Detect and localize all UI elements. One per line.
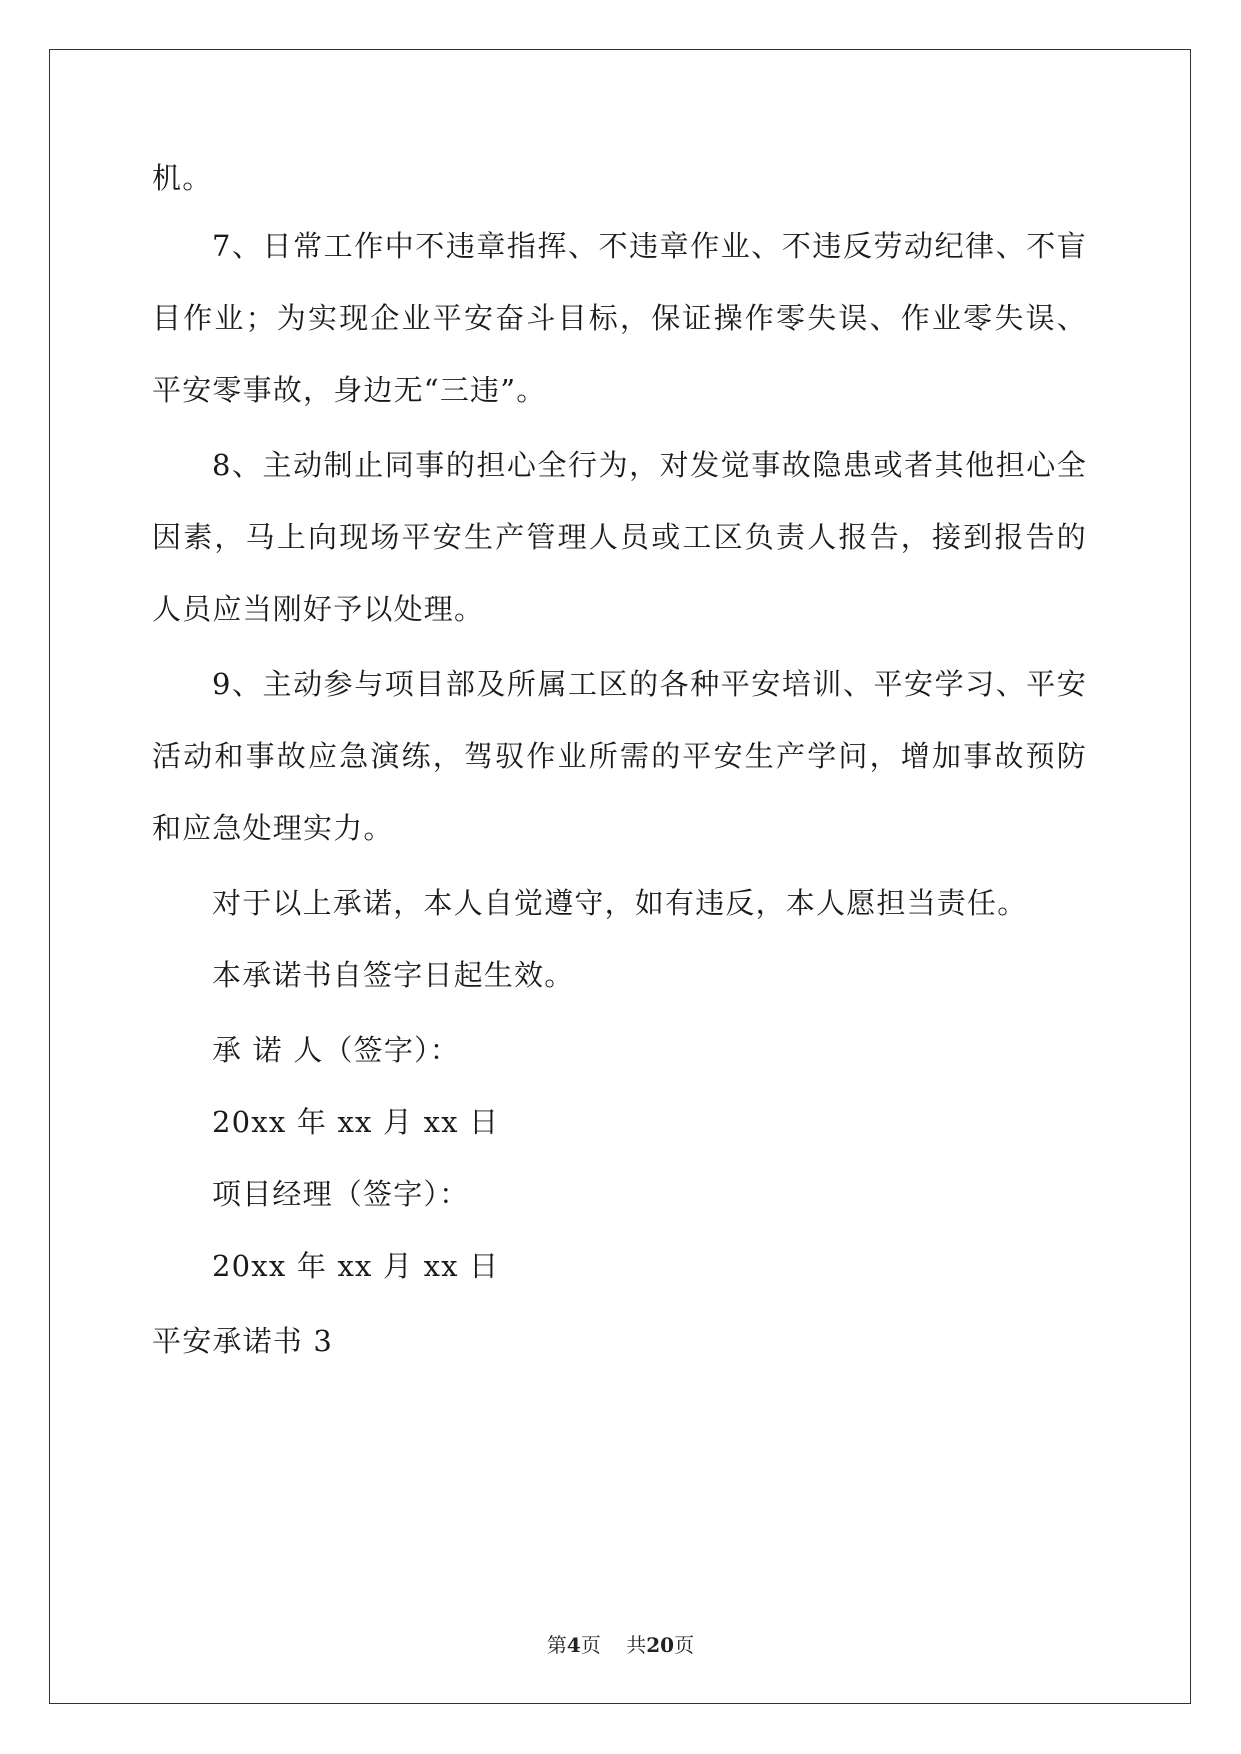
- footer-total-prefix: 共: [626, 1633, 647, 1657]
- paragraph-line: 和应急处理实力。: [152, 811, 394, 845]
- paragraph-line: 7、日常工作中不违章指挥、不违章作业、不违反劳动纪律、不盲: [212, 229, 1087, 263]
- section-heading: 平安承诺书 3: [152, 1324, 334, 1358]
- footer-page-suffix: 页: [580, 1633, 601, 1657]
- promisor-signature-label: 承 诺 人（签字）：: [212, 1033, 460, 1067]
- page-footer: [0, 1633, 1241, 1657]
- paragraph-line: 目作业；为实现企业平安奋斗目标，保证操作零失误、作业零失误、: [152, 301, 1087, 335]
- footer-total-suffix: 页: [674, 1633, 695, 1657]
- footer-total-pages: 20: [646, 1633, 675, 1657]
- paragraph-line: 活动和事故应急演练，驾驭作业所需的平安生产学问，增加事故预防: [152, 739, 1087, 773]
- manager-signature-label: 项目经理（签字）：: [212, 1177, 470, 1211]
- promisor-date: 20xx 年 xx 月 xx 日: [212, 1105, 500, 1139]
- footer-page-number: 4: [566, 1633, 581, 1657]
- paragraph-line: 因素，马上向现场平安生产管理人员或工区负责人报告，接到报告的: [152, 520, 1087, 554]
- paragraph-line: 平安零事故，身边无“三违”。: [152, 373, 547, 407]
- manager-date: 20xx 年 xx 月 xx 日: [212, 1249, 500, 1283]
- paragraph-line: 9、主动参与项目部及所属工区的各种平安培训、平安学习、平安: [212, 667, 1087, 701]
- paragraph-line: 人员应当刚好予以处理。: [152, 592, 485, 626]
- effective-clause: 本承诺书自签字日起生效。: [212, 958, 575, 992]
- commitment-statement: 对于以上承诺，本人自觉遵守，如有违反，本人愿担当责任。: [212, 886, 1028, 920]
- paragraph-line: 8、主动制止同事的担心全行为，对发觉事故隐患或者其他担心全: [212, 448, 1087, 482]
- paragraph-line: 机。: [152, 161, 213, 195]
- footer-prefix: 第: [546, 1633, 567, 1657]
